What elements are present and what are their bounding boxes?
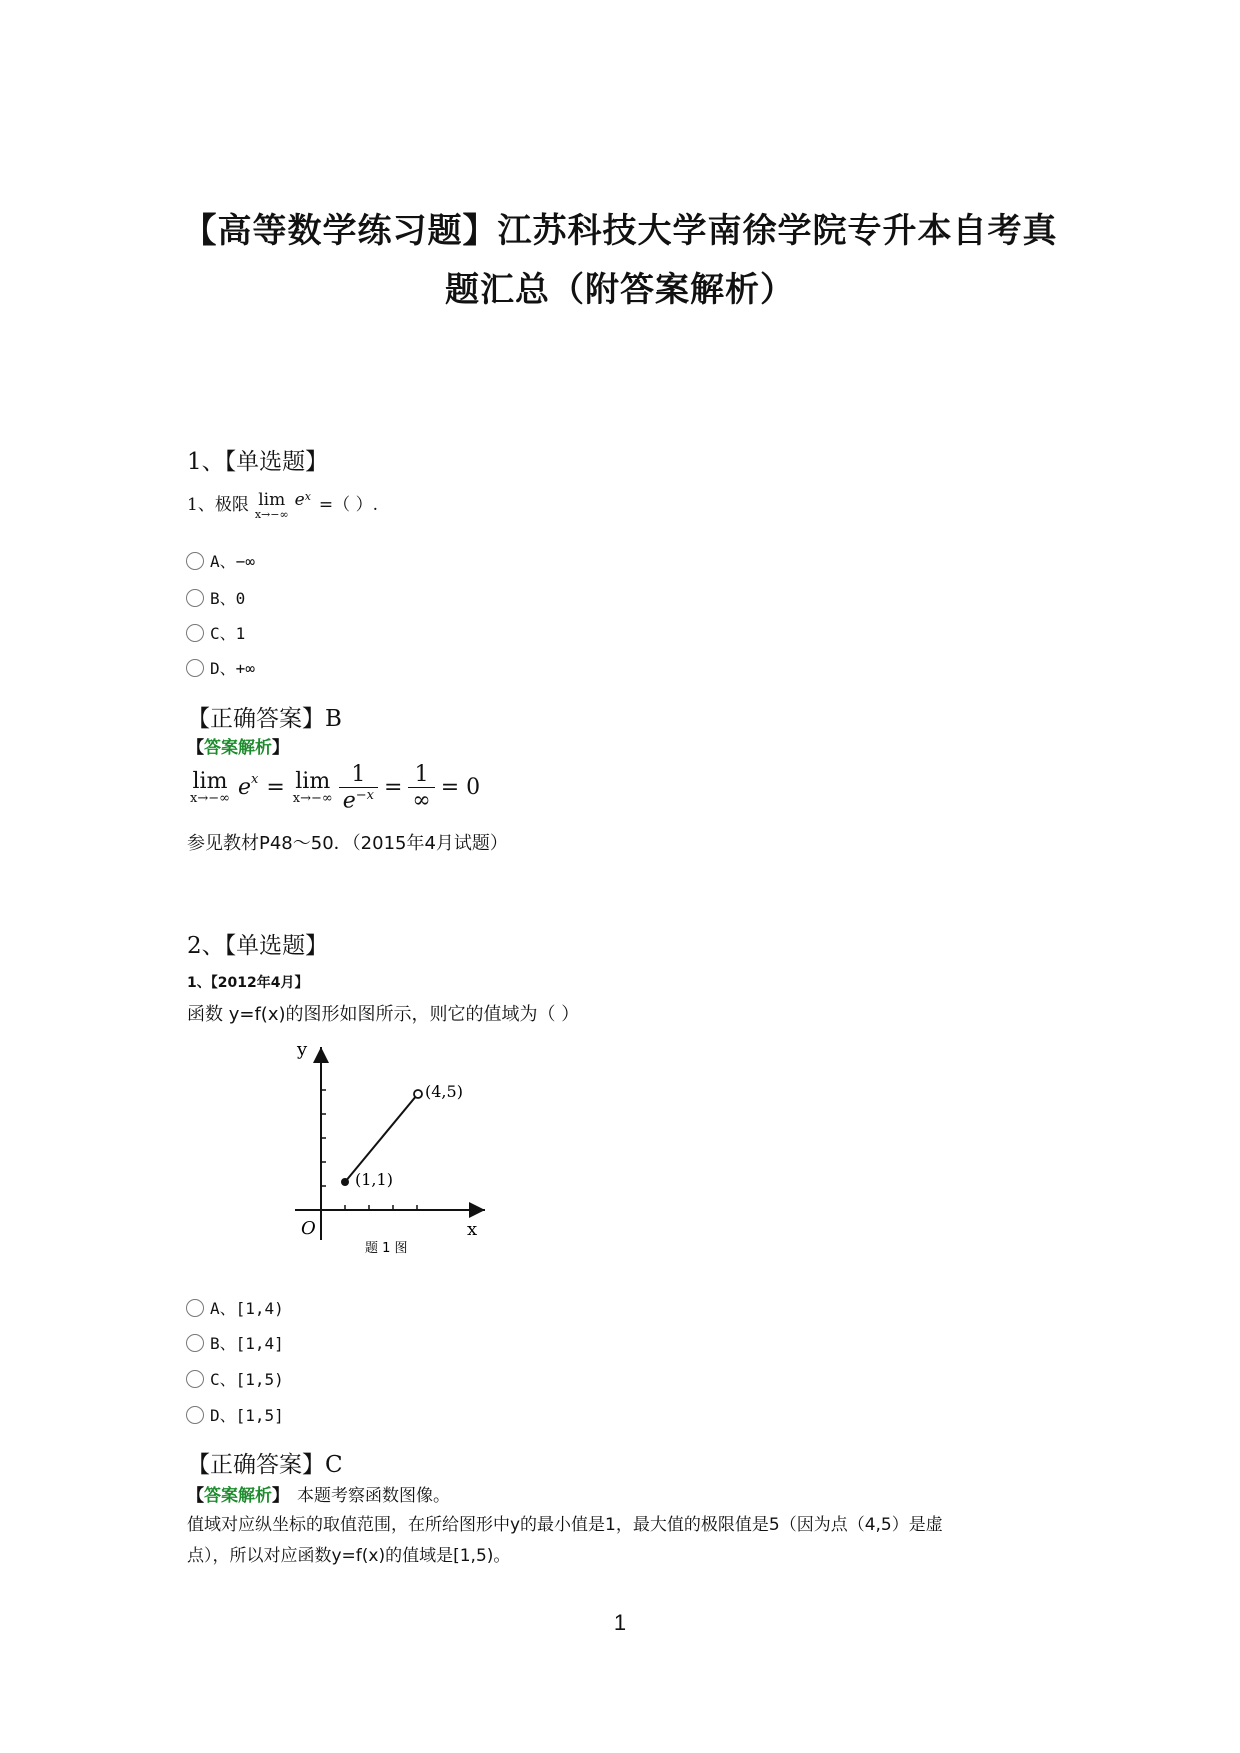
- radio-button[interactable]: [186, 552, 204, 570]
- q1-stem: [187, 490, 378, 521]
- q2-stem: 函数 y=f(x)的图形如图所示，则它的值域为（ ）: [187, 1004, 580, 1025]
- closed-point-marker: [341, 1178, 349, 1186]
- radio-button[interactable]: [186, 659, 204, 677]
- radio-button[interactable]: [186, 624, 204, 642]
- q1-option-a[interactable]: [186, 549, 255, 572]
- q1-analysis-note: 参见教材P48～50．（2015年4月试题）: [187, 833, 508, 854]
- end-point-label: (4,5): [425, 1082, 463, 1101]
- function-segment: [345, 1095, 417, 1182]
- q1-heading: 1、【单选题】: [187, 449, 329, 475]
- q1-analysis-formula: lim x→−∞ e $^x$ = lim x→−∞ $\frac{1}{e^{-x}}$ = 1 ∞ = 0: [190, 762, 481, 814]
- option-label: D、[1,5]: [210, 1406, 284, 1425]
- q2-option-c[interactable]: [186, 1367, 284, 1390]
- radio-button[interactable]: [186, 1370, 204, 1388]
- document-title-line-2: 题汇总（附答案解析）: [445, 270, 795, 310]
- q2-analysis-line-2: 点），所以对应函数y=f(x)的值域是[1,5)。: [187, 1546, 511, 1566]
- open-point-marker: [414, 1090, 422, 1098]
- q2-function-graph: [285, 1035, 500, 1255]
- q1-limit: [255, 490, 289, 521]
- q1-expr-exp: x: [304, 490, 311, 503]
- figure-caption: 题 1 图: [365, 1241, 408, 1255]
- option-label: A、[1,4): [210, 1299, 284, 1318]
- q2-analysis-label: 【答案解析】: [187, 1486, 289, 1506]
- q1-analysis-label: 【答案解析】: [187, 738, 289, 758]
- q2-heading: 2、【单选题】: [187, 933, 329, 959]
- x-axis-label: x: [467, 1219, 478, 1240]
- origin-label: O: [301, 1218, 316, 1239]
- q2-analysis-line-1: 值域对应纵坐标的取值范围，在所给图形中y的最小值是1，最大值的极限值是5（因为点（4,5）是虚: [187, 1515, 943, 1535]
- option-label: B、[1,4]: [210, 1334, 284, 1353]
- q1-analysis-fraction-2: 1 ∞: [408, 762, 434, 813]
- q2-option-b[interactable]: [186, 1331, 284, 1354]
- q2-analysis-inline: 本题考察函数图像。: [297, 1486, 450, 1506]
- q1-option-b[interactable]: [186, 586, 245, 609]
- q1-stem-prefix: 1、极限: [187, 495, 249, 515]
- q1-expr-base: e: [294, 490, 305, 510]
- q1-analysis-fraction-1: $\frac{1}{e^{-x}}$: [339, 762, 378, 813]
- radio-button[interactable]: [186, 1406, 204, 1424]
- q2-option-a[interactable]: [186, 1296, 284, 1319]
- q1-analysis-limit-1: lim x→−∞: [190, 769, 230, 807]
- q2-option-d[interactable]: [186, 1403, 284, 1426]
- page-number: 1: [613, 1610, 627, 1635]
- option-label: A、−∞: [210, 552, 255, 571]
- option-label: B、0: [210, 589, 246, 608]
- radio-button[interactable]: [186, 1299, 204, 1317]
- q1-option-c[interactable]: [186, 621, 245, 644]
- radio-button[interactable]: [186, 1334, 204, 1352]
- option-label: D、+∞: [210, 659, 255, 678]
- q2-correct-answer: 【正确答案】C: [187, 1452, 343, 1478]
- document-title-line-1: 【高等数学练习题】江苏科技大学南徐学院专升本自考真: [182, 211, 1058, 251]
- q1-lim-text: lim: [258, 490, 286, 510]
- radio-button[interactable]: [186, 589, 204, 607]
- q1-analysis-limit-2: lim x→−∞: [292, 769, 333, 807]
- q1-lim-sub: x→−∞: [254, 508, 289, 521]
- option-label: C、[1,5): [210, 1370, 284, 1389]
- q2-analysis-header: [187, 1481, 450, 1506]
- q1-correct-answer: 【正确答案】B: [187, 706, 342, 732]
- y-axis-label: y: [297, 1039, 308, 1060]
- option-label: C、1: [210, 624, 246, 643]
- start-point-label: (1,1): [355, 1170, 393, 1189]
- q2-subheading: 1、【2012年4月】: [187, 975, 309, 991]
- q1-option-d[interactable]: [186, 656, 255, 679]
- q1-stem-suffix: =（ ）.: [318, 495, 378, 515]
